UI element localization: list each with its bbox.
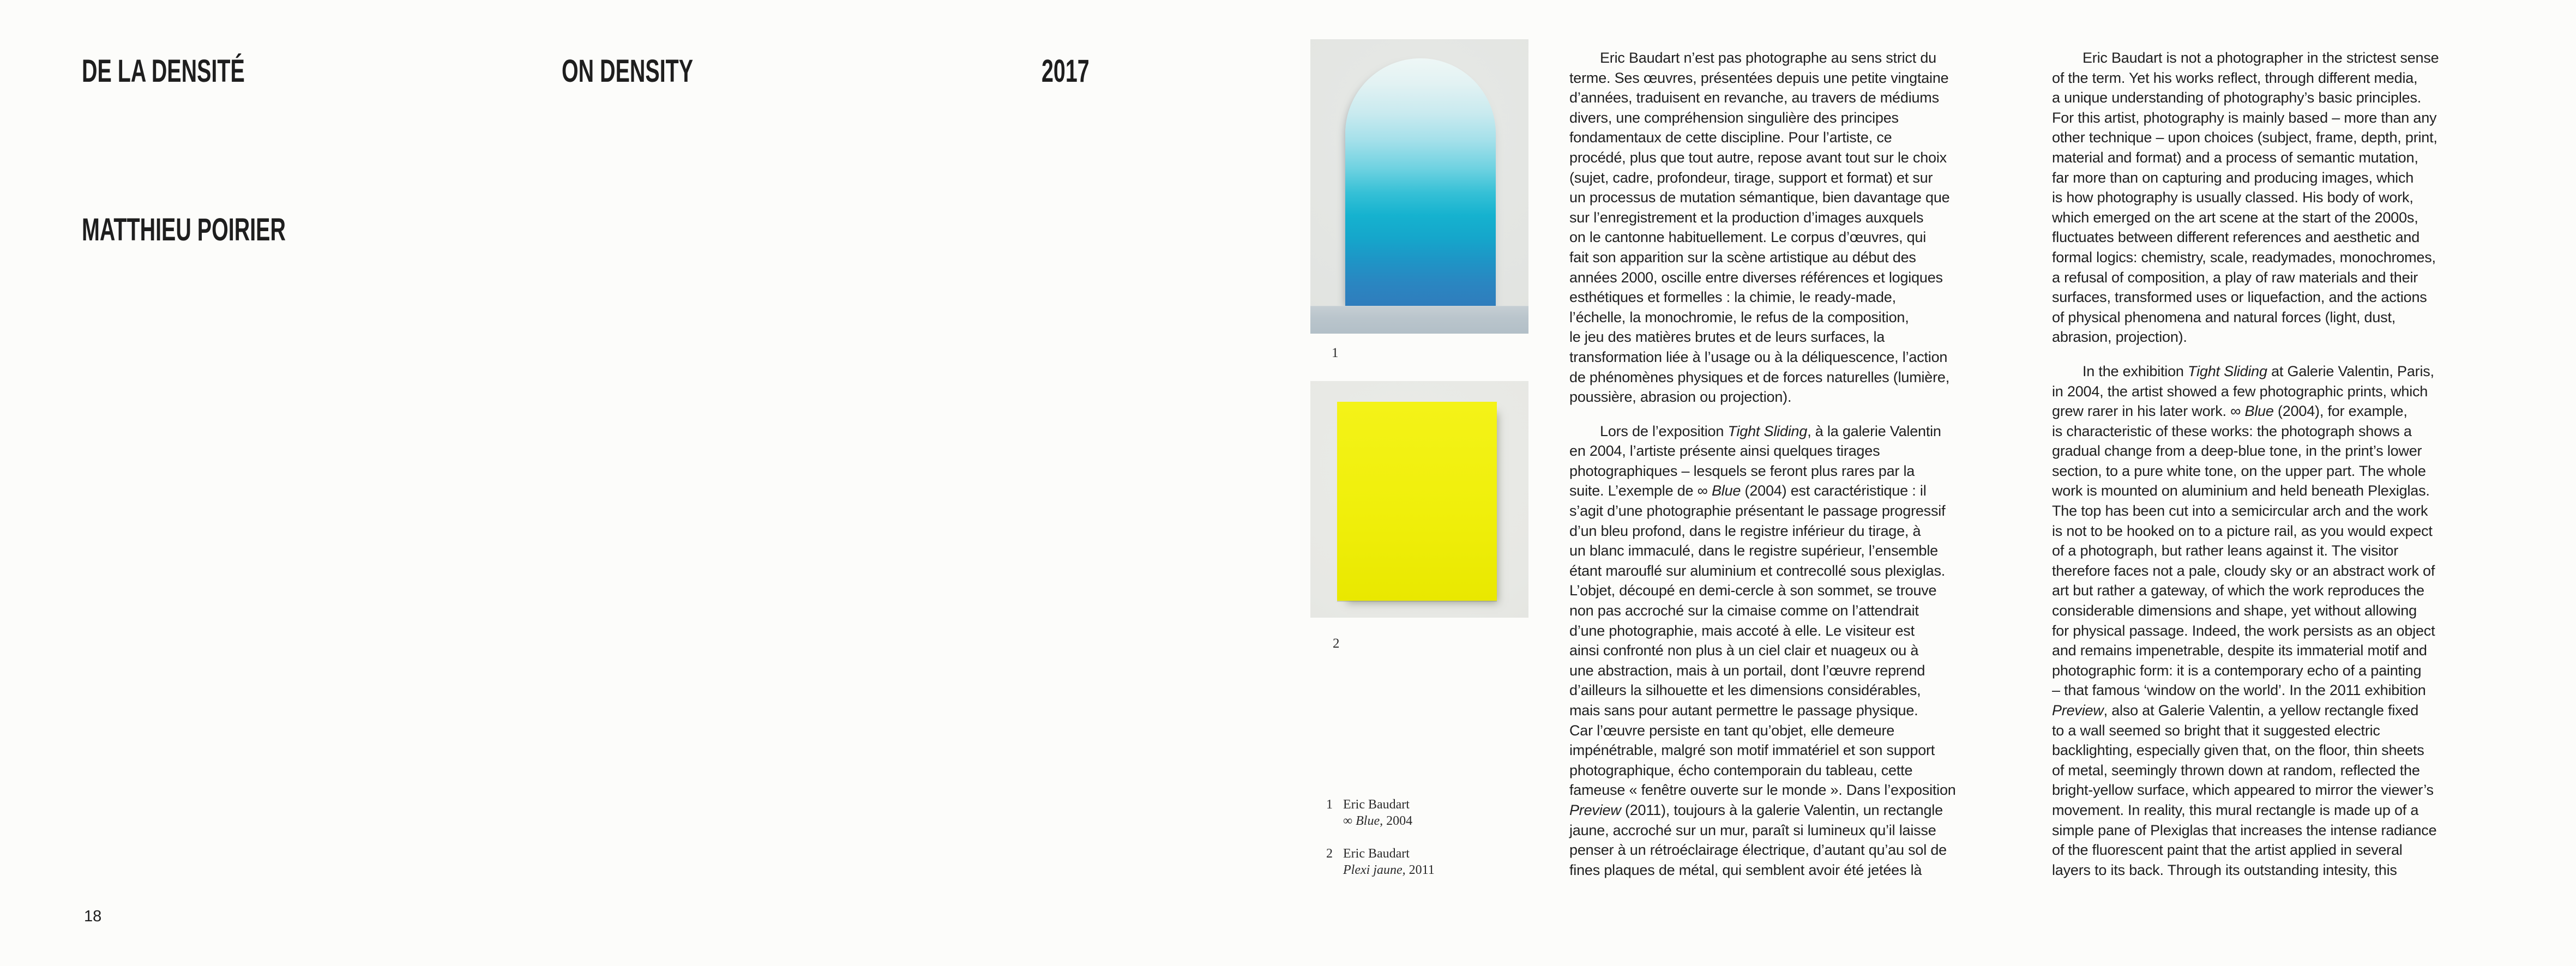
caption-2-number: 2 [1326,847,1333,861]
yellow-rectangle-artwork [1337,402,1497,601]
author-name [82,214,382,246]
french-text-column [1569,48,2071,880]
title-french-text: DE LA DENSITÉ [82,53,245,89]
title-english [562,53,755,89]
caption-figure-1 [1326,796,1533,829]
figure-captions [1326,796,1533,878]
gallery-floor [1310,306,1528,334]
title-year [1042,53,1112,89]
figure-2-photo-yellow-plexi [1310,381,1528,618]
page-number: 18 [84,908,102,925]
english-paragraph-1: Eric Baudart is not a photographer in the strictest sense of the term. Yet his works reflect, through different media, a unique understanding of photography’s basic principles. For this artist, photography is mainly based – more than any other technique – upon choices (subject, frame, depth, print, material and format) and a process of semantic mutation, far more than on capturing and producing images, which is how photography is usually classed. His body of work, which emerged on the art scene at the start of the 2000s, fluctuates between different references and aesthetic and formal logics: chemistry, scale, readymades, monochromes, a refusal of composition, a play of raw materials and their surfaces, transformed uses or liquefaction, and the actions of physical phenomena and natural forces (light, dust, abrasion, projection). [2052,50,2439,346]
caption-1-text [1343,796,1412,829]
caption-figure-2 [1326,846,1533,878]
caption-2-artist: Eric Baudart [1343,847,1410,861]
english-text-column [2052,48,2554,880]
caption-2-text [1343,846,1435,878]
french-paragraph-1: Eric Baudart n’est pas photographe au sens strict du terme. Ses œuvres, présentées depuis une petite vingtaine d’années, traduisent en revanche, au travers de médiums divers, une compréhension singulière des principes fondamentaux de cette discipline. Pour l’artiste, ce procédé, plus que tout autre, repose avant tout sur le choix (sujet, cadre, profondeur, tirage, support et format) et sur un processus de mutation sémantique, bien davantage que sur l’enregistrement et la production d’images auxquels on le cantonne habituellement. Le corpus d’œuvres, qui fait son apparition sur la scène artistique au début des années 2000, oscille entre diverses références et logiques esthétiques et formelles : la chimie, le ready-made, l’échelle, la monochromie, le refus de la composition, le jeu des matières brutes et de leurs surfaces, la transformation liée à l’usage ou à la déliquescence, l’action de phénomènes physiques et de forces naturelles (lumière, poussière, abrasion ou projection). [1569,50,1950,406]
title-french [82,53,321,89]
figure-1-photo-blue-arch [1310,39,1528,334]
figure-2-number: 2 [1333,636,1340,651]
caption-1-artist: Eric Baudart [1343,798,1410,812]
french-paragraph-2: Lors de l’exposition Tight Sliding, à la galerie Valentin en 2004, l’artiste présente ainsi quelques tirages photographiques – lesquels se feront plus rares par la suite. L’exemple de ∞ Blue (2004) est caractéristique : il s’agit d’une photographie présentant le passage progressif d’un bleu profond, dans le registre inférieur du tirage, à un blanc immaculé, dans le registre supérieur, l’ensemble étant marouflé sur aluminium et contrecollé sous plexiglas. L’objet, découpé en demi-cercle à son sommet, se trouve non pas accroché sur la cimaise comme on l’attendrait d’une photographie, mais accoté à elle. Le visiteur est ainsi confronté non plus à un ciel clair et nuageux ou à une abstraction, mais à un portail, dont l’œuvre reprend d’ailleurs la silhouette et les dimensions considérables, mais sans pour autant permettre le passage physique. Car l’œuvre persiste en tant qu’objet, elle demeure impénétrable, malgré son motif immatériel et son support photographique, écho contemporain du tableau, cette fameuse « fenêtre ouverte sur le monde ». Dans l’exposition Preview (2011), toujours à la galerie Valentin, un rectangle jaune, accroché sur un mur, paraît si lumineux qu’il laisse penser à un rétroéclairage électrique, d’autant qu’au sol de fines plaques de métal, qui semblent avoir été jetées là [1569,422,1956,878]
caption-1-work: ∞ Blue, 2004 [1343,814,1413,828]
title-english-text: ON DENSITY [562,53,694,89]
author-name-text: MATTHIEU POIRIER [82,212,286,247]
caption-1-number: 1 [1326,798,1333,812]
english-paragraph-2: In the exhibition Tight Sliding at Galerie Valentin, Paris, in 2004, the artist showed a few photographic prints, which grew rarer in his later work. ∞ Blue (2004), for example, is characteristic of these works: the photograph shows a gradual change from a deep-blue tone, in the print’s lower section, to a pure white tone, on the upper part. The whole work is mounted on aluminium and held beneath Plexiglas. The top has been cut into a semicircular arch and the work is not to be hooked on to a picture rail, as you would expect of a photograph, but rather leans against it. The visitor therefore faces not a pale, cloudy sky or an abstract work of art but rather a gateway, of which the work reproduces the considerable dimensions and shape, yet without allowing for physical passage. Indeed, the work persists as an object and remains impenetrable, despite its immaterial motif and photographic form: it is a contemporary echo of a painting – that famous ‘window on the world’. In the 2011 exhibition Preview, also at Galerie Valentin, a yellow rectangle fixed to a wall seemed so bright that it suggested electric backlighting, especially given that, on the floor, thin sheets of metal, seemingly thrown down at random, reflected the bright-yellow surface, which appeared to mirror the viewer’s movement. In reality, this mural rectangle is made up of a simple pane of Plexiglas that increases the intense radiance of the fluorescent paint that the artist applied in several layers to its back. Through its outstanding intesity, this [2052,363,2437,878]
caption-2-work: Plexi jaune, 2011 [1343,863,1435,877]
title-year-text: 2017 [1042,53,1090,89]
blue-gradient-arch-artwork [1345,58,1496,308]
figure-1-number: 1 [1332,346,1339,360]
